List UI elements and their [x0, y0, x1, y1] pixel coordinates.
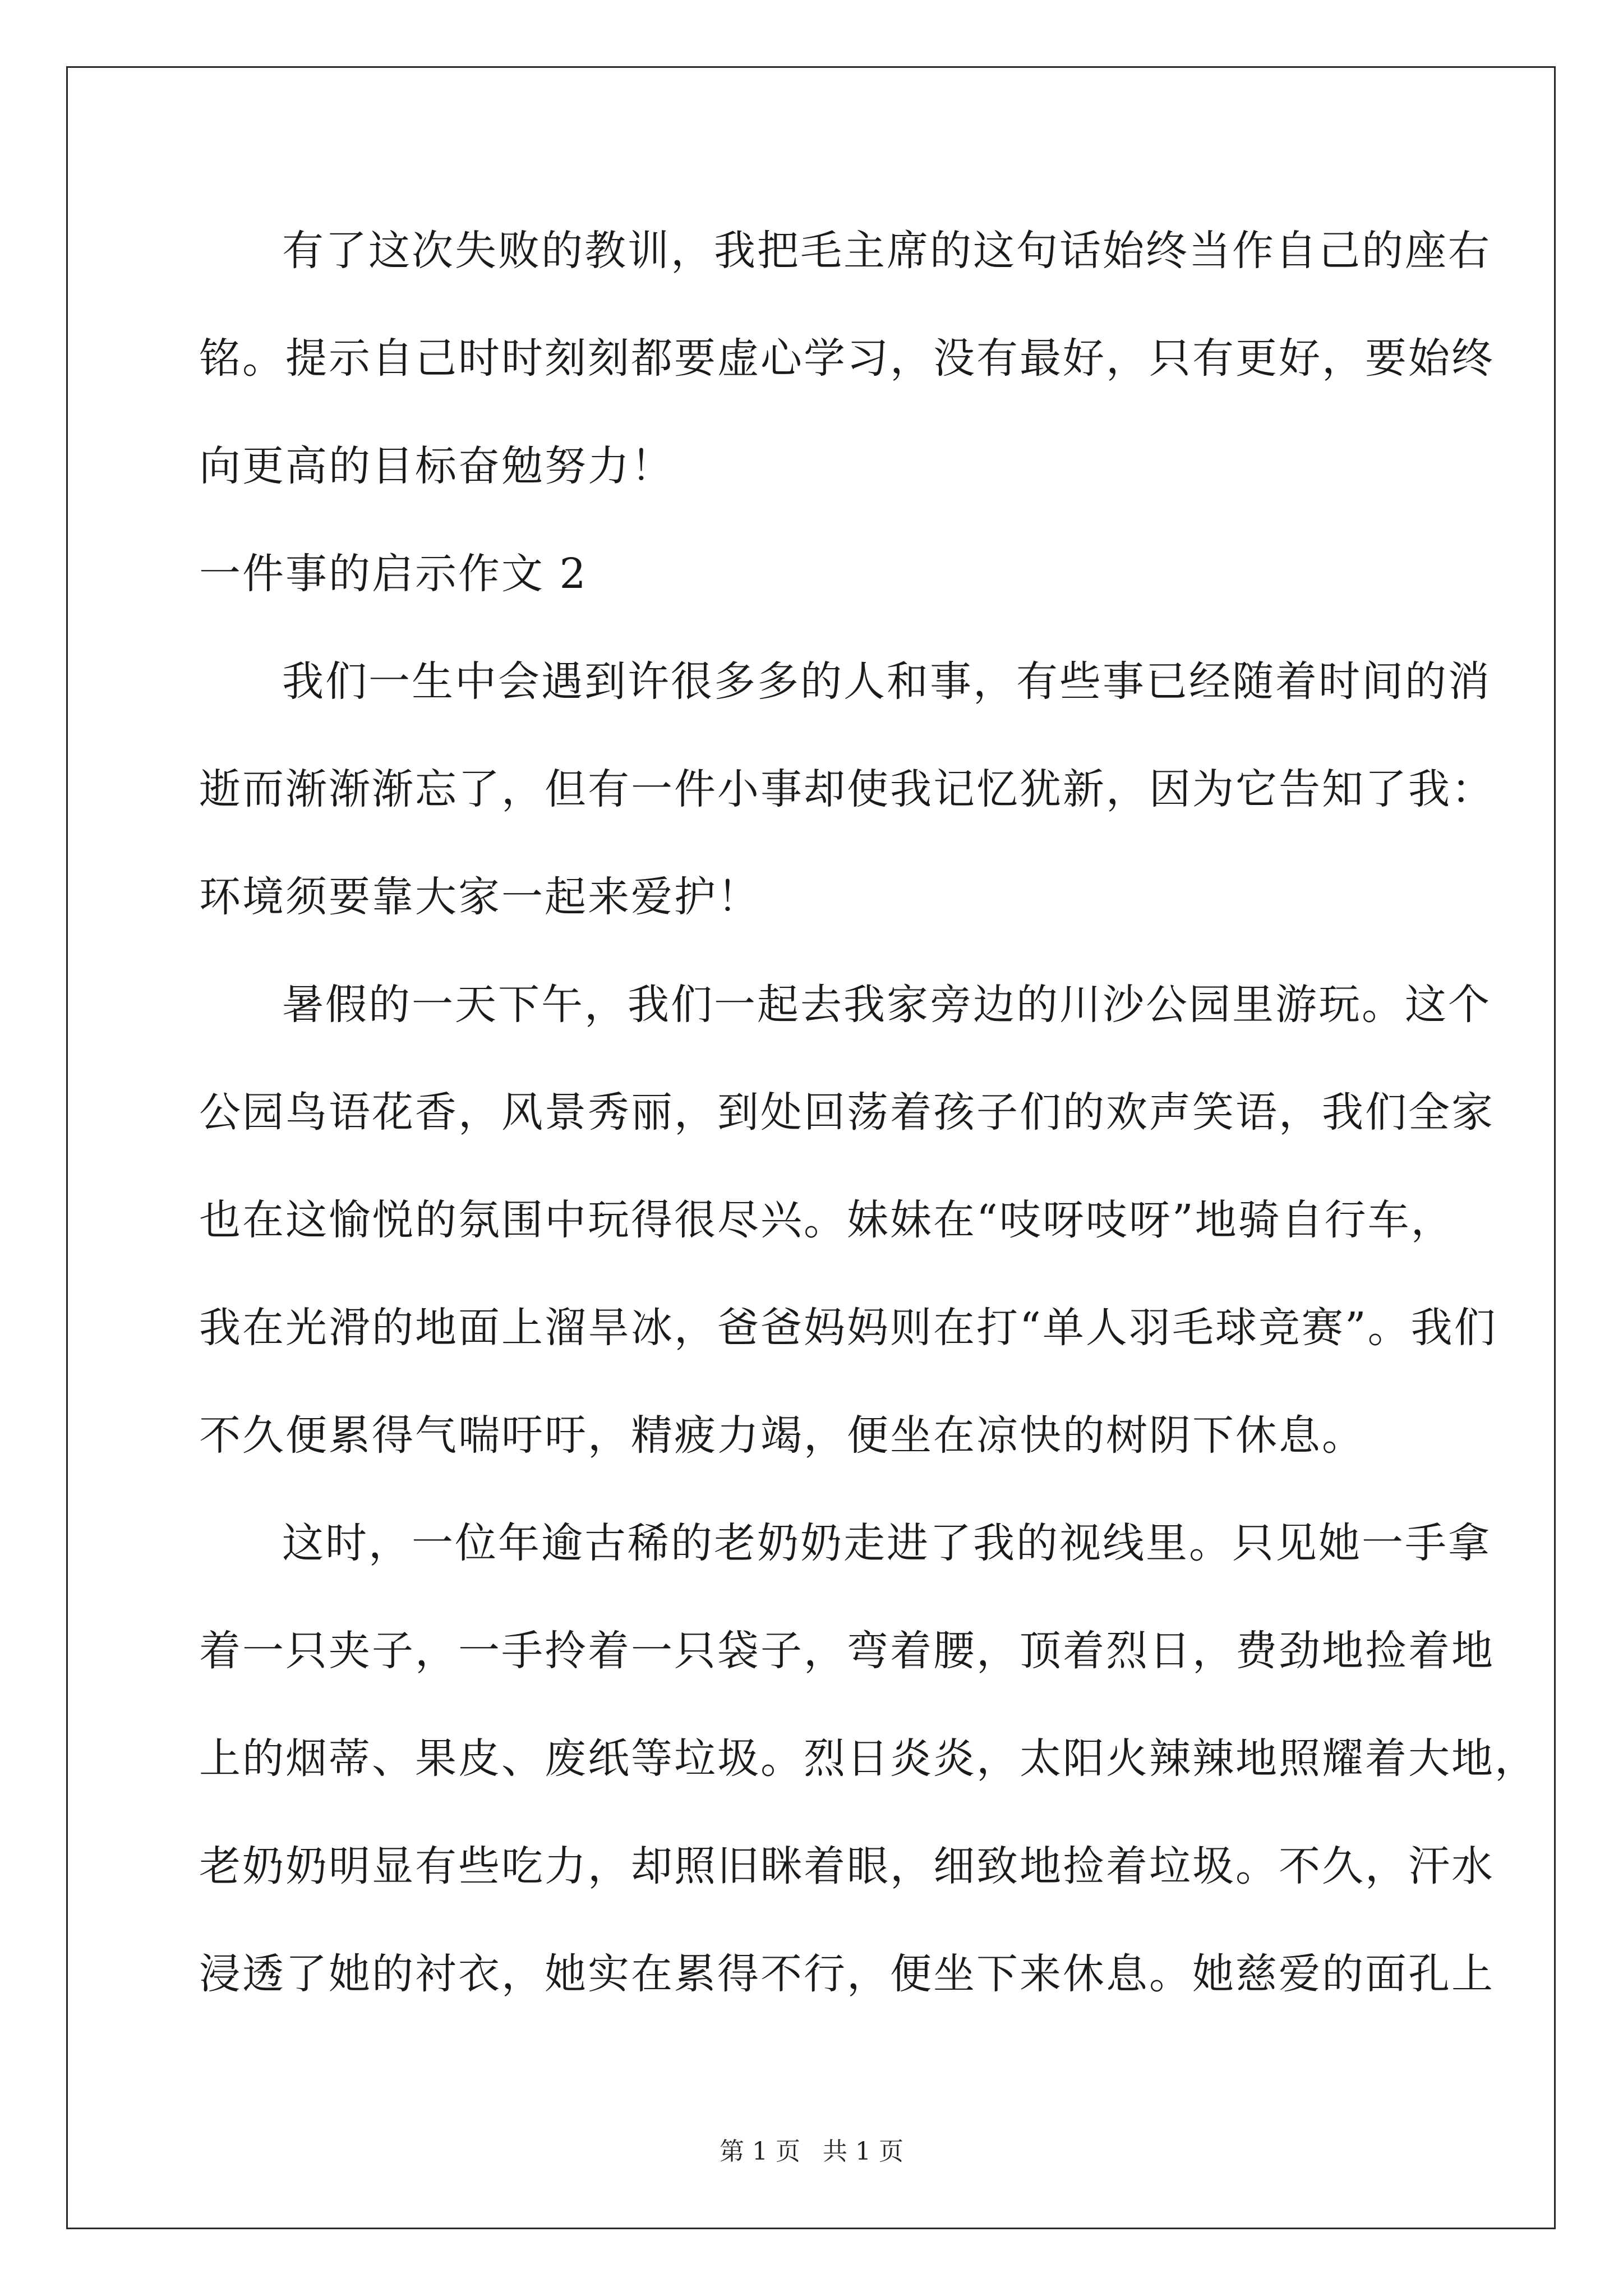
text-line: 有了这次失败的教训，我把毛主席的这句话始终当作自己的座右	[282, 227, 1491, 275]
text-line: 也在这愉悦的氛围中玩得很尽兴。妹妹在“吱呀吱呀”地骑自行车，	[199, 1196, 1454, 1244]
section-heading: 一件事的启示作文 2	[199, 550, 588, 598]
text-line: 公园鸟语花香，风景秀丽，到处回荡着孩子们的欢声笑语，我们全家	[199, 1088, 1495, 1137]
text-line: 向更高的目标奋勉努力！	[199, 442, 674, 490]
text-line: 逝而渐渐渐忘了，但有一件小事却使我记忆犹新，因为它告知了我：	[199, 765, 1495, 813]
text-line: 着一只夹子，一手拎着一只袋子，弯着腰，顶着烈日，费劲地捡着地	[199, 1627, 1495, 1675]
page-total: 共 1 页	[823, 2137, 903, 2166]
text-line: 老奶奶明显有些吃力，却照旧眯着眼，细致地捡着垃圾。不久，汗水	[199, 1842, 1495, 1890]
document-body	[199, 217, 1538, 2048]
text-line: 上的烟蒂、果皮、废纸等垃圾。烈日炎炎，太阳火辣辣地照耀着大地，	[199, 1734, 1538, 1783]
page-number: 第 1 页	[720, 2137, 800, 2166]
page-footer	[0, 2135, 1623, 2169]
text-line: 我在光滑的地面上溜旱冰，爸爸妈妈则在打“单人羽毛球竞赛”。我们	[199, 1304, 1497, 1352]
text-line: 这时，一位年逾古稀的老奶奶走进了我的视线里。只见她一手拿	[282, 1519, 1491, 1567]
text-line: 铭。提示自己时时刻刻都要虚心学习，没有最好，只有更好，要始终	[199, 334, 1495, 383]
text-line: 我们一生中会遇到许很多多的人和事，有些事已经随着时间的消	[282, 657, 1491, 706]
text-line: 浸透了她的衬衣，她实在累得不行，便坐下来休息。她慈爱的面孔上	[199, 1950, 1495, 1998]
text-line: 暑假的一天下午，我们一起去我家旁边的川沙公园里游玩。这个	[282, 981, 1491, 1029]
text-line: 环境须要靠大家一起来爱护！	[199, 873, 760, 921]
text-line: 不久便累得气喘吁吁，精疲力竭，便坐在凉快的树阴下休息。	[199, 1411, 1365, 1460]
